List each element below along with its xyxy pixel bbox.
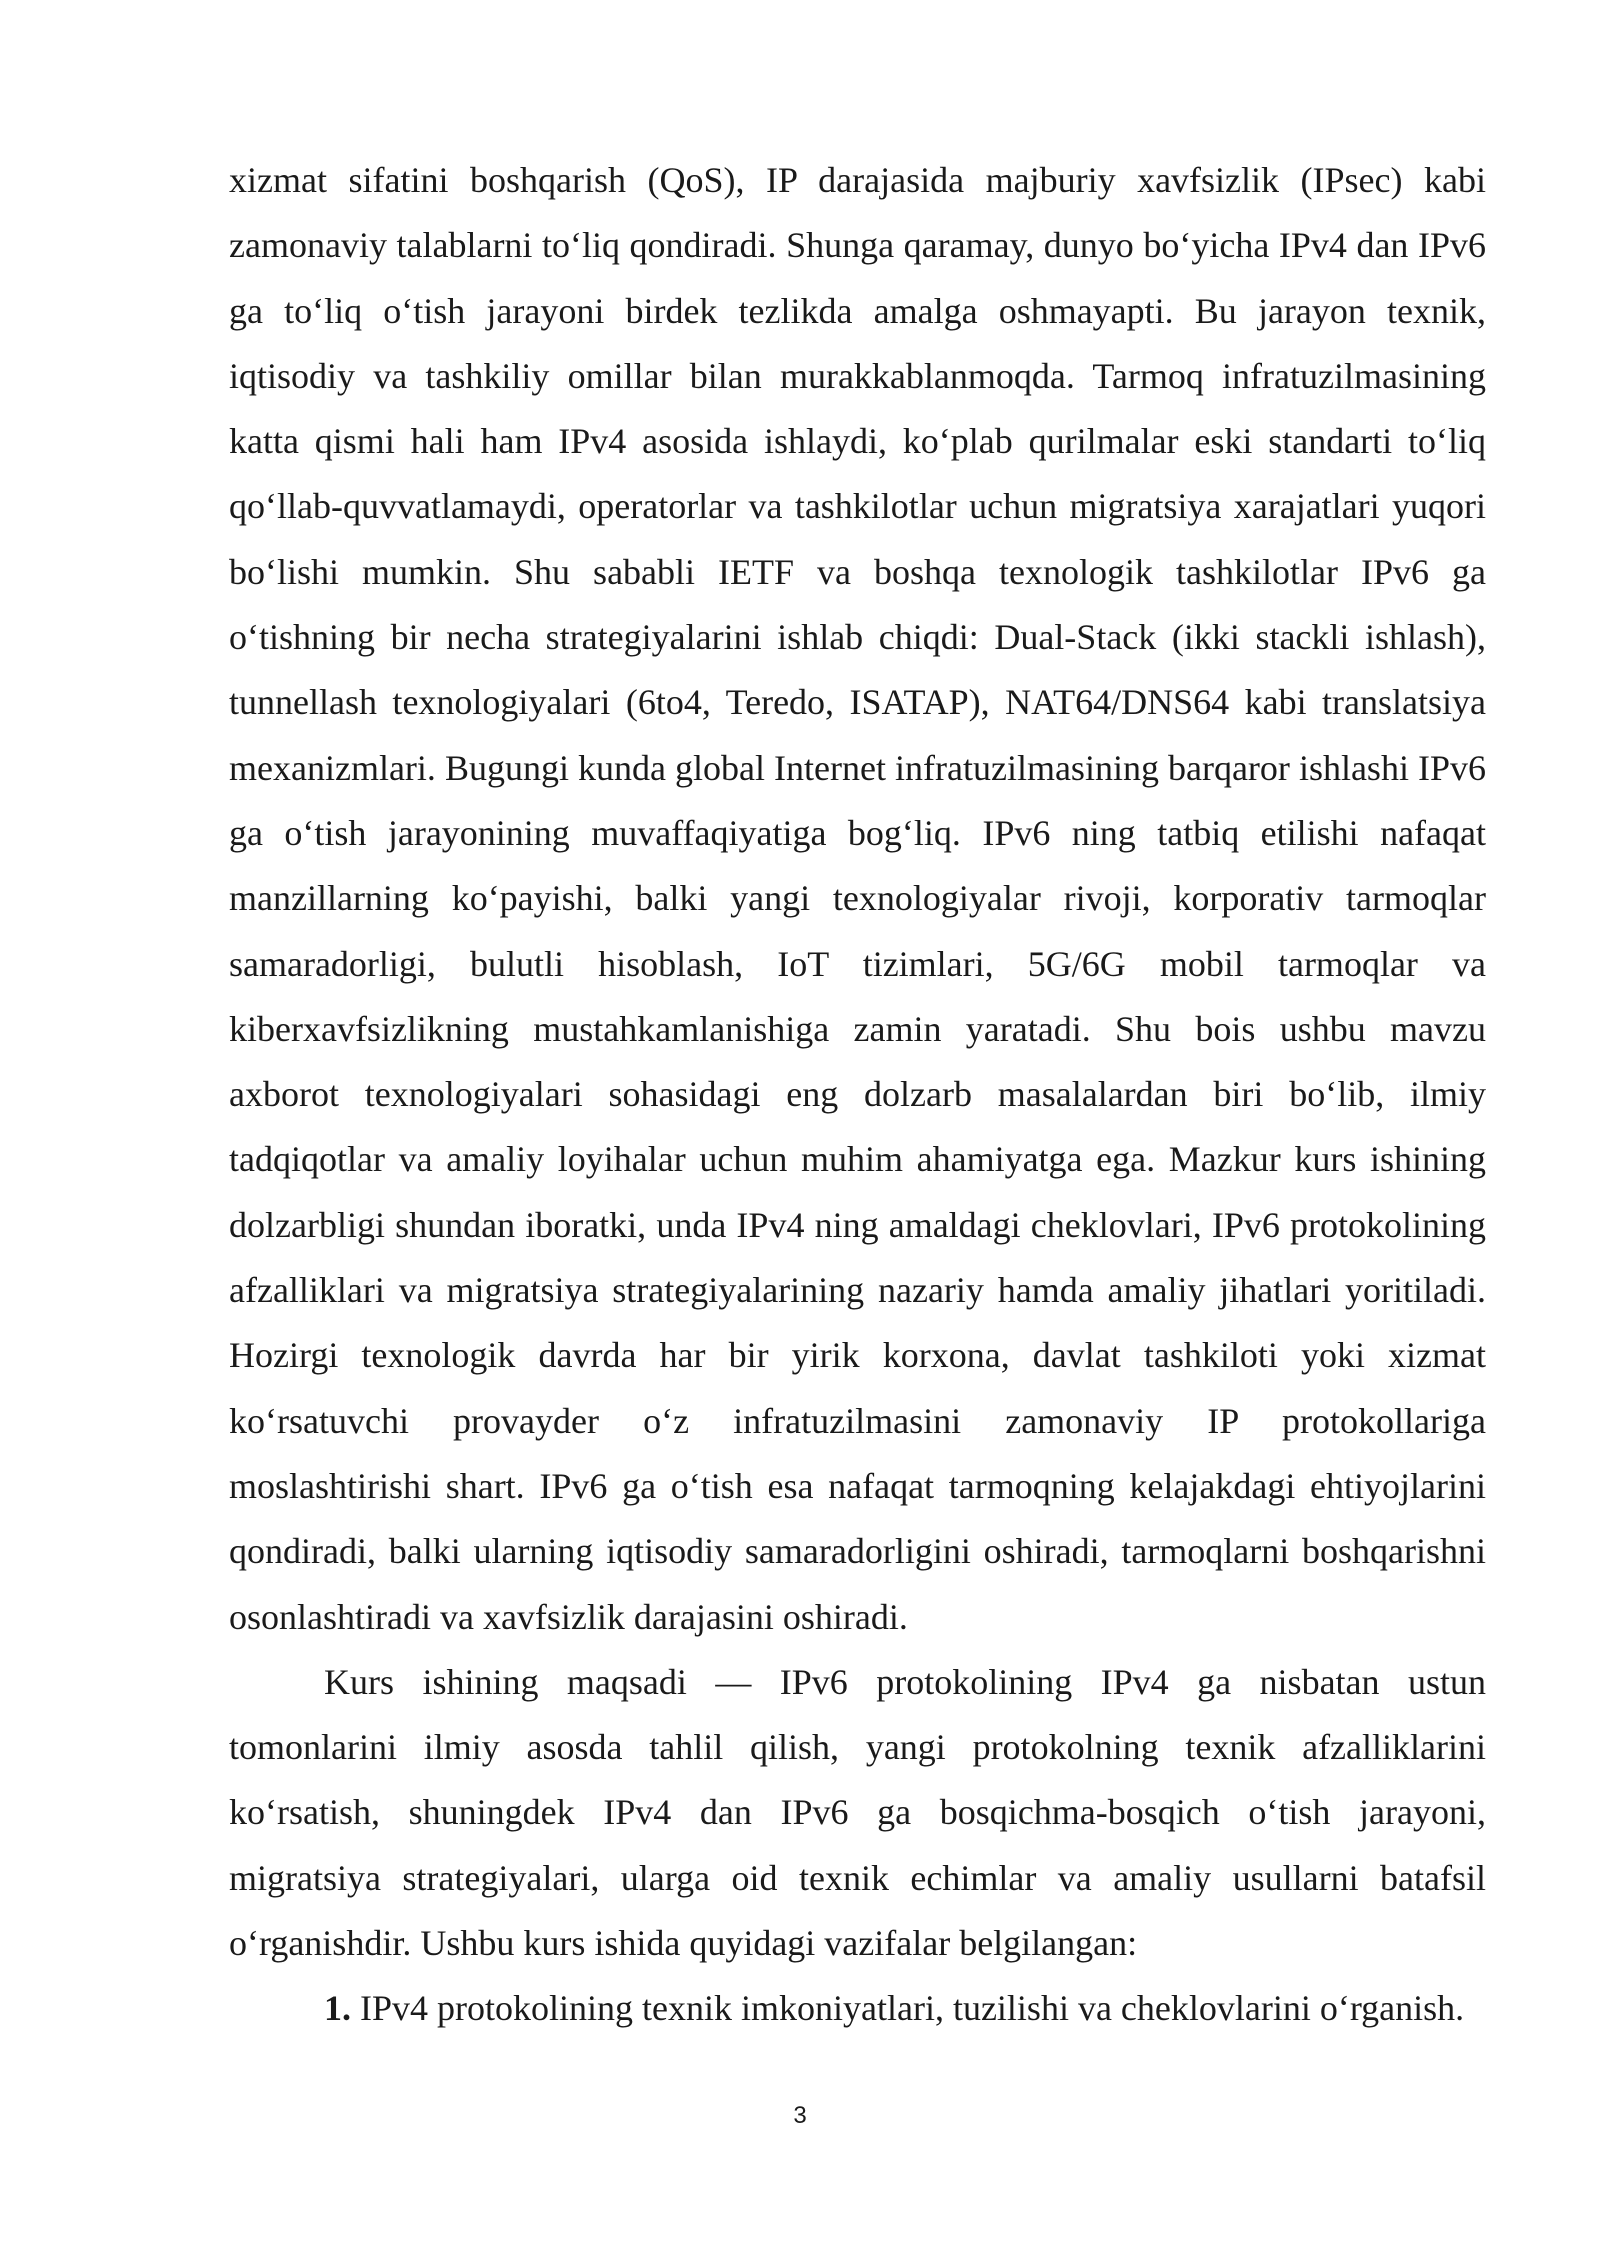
paragraph-goal: Kurs ishining maqsadi — IPv6 protokolining IPv4 ga nisbatan ustun tomonlarini ilmiy asosda tahlil qilish, yangi protokolning texnik afzalliklarini ko‘rsatish, shuningdek IPv4 dan IPv6 ga bosqichma-bosqich o‘tish jarayoni, migratsiya strategiyalari, ularga oid texnik echimlar va amaliy usullarni batafsil o‘rganishdir. Ushbu kurs ishida quyidagi vazifalar belgilangan: bbox=[229, 1661, 1486, 1964]
task-list-item bbox=[229, 1976, 1486, 2041]
paragraph-continuation: xizmat sifatini boshqarish (QoS), IP darajasida majburiy xavfsizlik (IPsec) kabi zamonaviy talablarni to‘liq qondiradi. Shunga qaramay, dunyo bo‘yicha IPv4 dan IPv6 ga to‘liq o‘tish jarayoni birdek tezlikda amalga oshmayapti. Bu jarayon texnik, iqtisodiy va tashkiliy omillar bilan murakkablanmoqda. Tarmoq infratuzilmasining katta qismi hali ham IPv4 asosida ishlaydi, ko‘plab qurilmalar eski standarti to‘liq qo‘llab-quvvatlamaydi, operatorlar va tashkilotlar uchun migratsiya xarajatlari yuqori bo‘lishi mumkin. Shu sababli IETF va boshqa texnologik tashkilotlar IPv6 ga o‘tishning bir necha strategiyalarini ishlab chiqdi: Dual-Stack (ikki stackli ishlash), tunnellash texnologiyalari (6to4, Teredo, ISATAP), NAT64/DNS64 kabi translatsiya mexanizmlari. Bugungi kunda global Internet infratuzilmasining barqaror ishlashi IPv6 ga o‘tish jarayonining muvaffaqiyatiga bog‘liq. IPv6 ning tatbiq etilishi nafaqat manzillarning ko‘payishi, balki yangi texnologiyalar rivoji, korporativ tarmoqlar samaradorligi, bulutli hisoblash, IoT tizimlari, 5G/6G mobil tarmoqlar va kiberxavfsizlikning mustahkamlanishiga zamin yaratadi. Shu bois ushbu mavzu axborot texnologiyalari sohasidagi eng dolzarb masalalardan biri bo‘lib, ilmiy tadqiqotlar va amaliy loyihalar uchun muhim ahamiyatga ega. Mazkur kurs ishining dolzarbligi shundan iboratki, unda IPv4 ning amaldagi cheklovlari, IPv6 protokolining afzalliklari va migratsiya strategiyalarining nazariy hamda amaliy jihatlari yoritiladi. Hozirgi texnologik davrda har bir yirik korxona, davlat tashkiloti yoki xizmat ko‘rsatuvchi provayder o‘z infratuzilmasini zamonaviy IP protokollariga moslashtirishi shart. IPv6 ga o‘tish esa nafaqat tarmoqning kelajakdagi ehtiyojlarini qondiradi, balki ularning iqtisodiy samaradorligini oshiradi, tarmoqlarni boshqarishni osonlashtiradi va xavfsizlik darajasini oshiradi. bbox=[229, 160, 1486, 1637]
body-text bbox=[229, 148, 1486, 2042]
task-text: IPv4 protokolining texnik imkoniyatlari, tuzilishi va cheklovlarini o‘rganish. bbox=[360, 1988, 1465, 2029]
task-number: 1. bbox=[324, 1988, 351, 2029]
page-number: 3 bbox=[793, 2102, 807, 2129]
